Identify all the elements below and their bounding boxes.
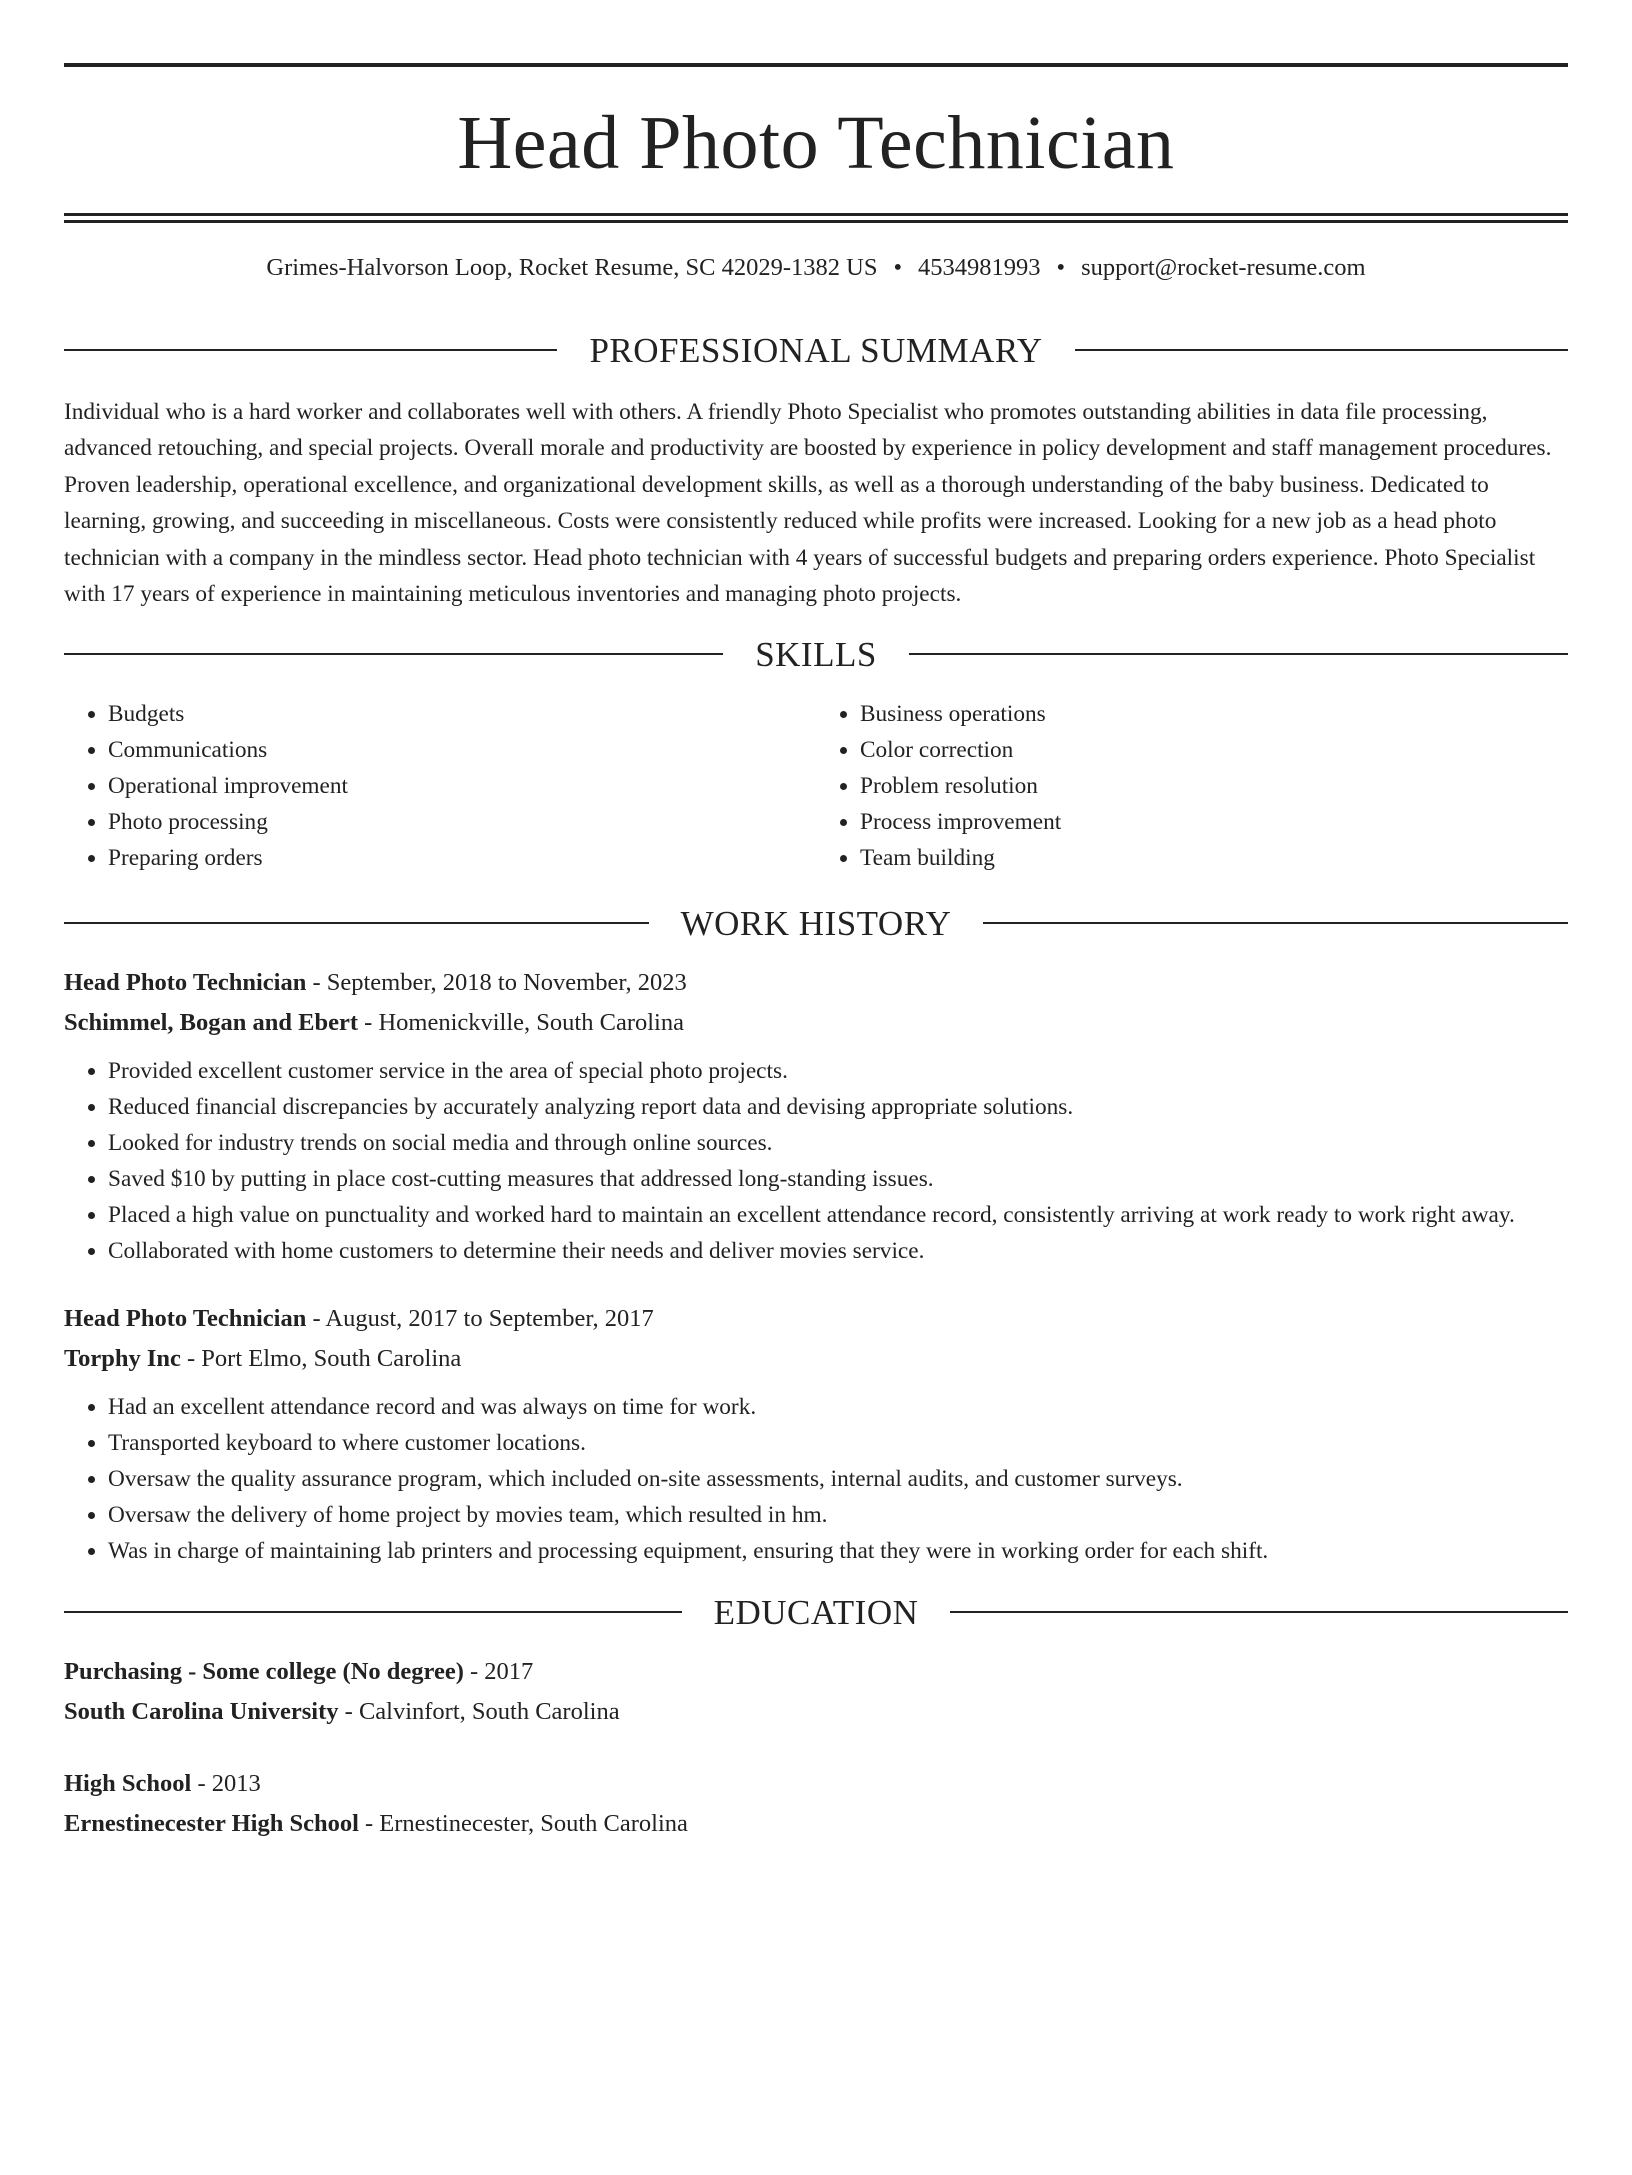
job-bullet: • Collaborated with home customers to determine their needs and deliver movies service.: [108, 1233, 1568, 1269]
contact-email: support@rocket-resume.com: [1081, 254, 1366, 281]
section-rule: [983, 922, 1568, 924]
job-dates: - August, 2017 to September, 2017: [306, 1304, 654, 1332]
education-school-line: [64, 1692, 1568, 1732]
section-rule: [909, 653, 1568, 655]
job-title: Head Photo Technician: [64, 968, 307, 996]
skill-item: • Preparing orders: [108, 840, 816, 876]
resume-name: Head Photo Technician: [457, 101, 1175, 185]
contact-address: Grimes-Halvorson Loop, Rocket Resume, SC 42029-1382 US: [266, 254, 878, 281]
job-bullet: • Had an excellent attendance record and was always on time for work.: [108, 1389, 1568, 1425]
contact-phone: 4534981993: [918, 254, 1041, 281]
job-bullet: • Looked for industry trends on social media and through online sources.: [108, 1125, 1568, 1161]
section-rule: [1075, 349, 1568, 351]
contact-separator: •: [1056, 254, 1066, 281]
education-year: - 2013: [191, 1769, 261, 1797]
contact-line: [64, 256, 1568, 281]
skill-item: • Budgets: [108, 696, 816, 732]
job-dates: - September, 2018 to November, 2023: [306, 968, 687, 996]
job-title-line: [64, 963, 1568, 1003]
education-degree: High School: [64, 1769, 192, 1797]
job-bullet: • Provided excellent customer service in the area of special photo projects.: [108, 1053, 1568, 1089]
summary-section-title: PROFESSIONAL SUMMARY: [589, 330, 1043, 370]
job-bullet: • Saved $10 by putting in place cost-cutting measures that addressed long-standing issues.: [108, 1161, 1568, 1197]
work-section-title: WORK HISTORY: [680, 903, 952, 943]
skills-section-header: [64, 634, 1568, 674]
skills-section-title: SKILLS: [755, 634, 877, 674]
education-entry: [64, 1764, 1568, 1844]
job-company: Schimmel, Bogan and Ebert: [64, 1008, 359, 1036]
education-location: - Ernestinecester, South Carolina: [358, 1809, 688, 1837]
skill-item: • Business operations: [860, 696, 1568, 732]
education-school-line: [64, 1804, 1568, 1844]
job-bullet: • Reduced financial discrepancies by accurately analyzing report data and devising appropriate solutions.: [108, 1089, 1568, 1125]
education-school: South Carolina University: [64, 1697, 339, 1725]
section-rule: [64, 1611, 682, 1613]
job-bullet: • Transported keyboard to where customer locations.: [108, 1425, 1568, 1461]
skills-column-left: [64, 696, 816, 876]
top-rule: [64, 63, 1568, 67]
section-rule: [950, 1611, 1568, 1613]
education-year: - 2017: [463, 1657, 534, 1685]
job-entry: [64, 963, 1568, 1269]
education-section-header: [64, 1592, 1568, 1632]
job-company-line: [64, 1003, 1568, 1043]
job-bullet: • Oversaw the delivery of home project by movies team, which resulted in hm.: [108, 1497, 1568, 1533]
resume-page: [0, 63, 1632, 2175]
section-rule: [64, 349, 557, 351]
job-bullet: • Placed a high value on punctuality and worked hard to maintain an excellent attendance record, consistently arriving at work ready to work right away.: [108, 1197, 1568, 1233]
skill-item: • Photo processing: [108, 804, 816, 840]
job-company-line: [64, 1339, 1568, 1379]
education-degree: Purchasing - Some college (No degree): [64, 1657, 464, 1685]
education-degree-line: [64, 1764, 1568, 1804]
work-section-header: [64, 903, 1568, 943]
education-school: Ernestinecester High School: [64, 1809, 359, 1837]
skill-item: • Communications: [108, 732, 816, 768]
education-degree-line: [64, 1652, 1568, 1692]
job-entry: [64, 1299, 1568, 1569]
skill-item: • Color correction: [860, 732, 1568, 768]
job-bullet: • Oversaw the quality assurance program, which included on-site assessments, internal audits, and customer surveys.: [108, 1461, 1568, 1497]
job-bullets: [64, 1389, 1568, 1569]
skill-item: • Problem resolution: [860, 768, 1568, 804]
section-rule: [64, 653, 723, 655]
summary-text: Individual who is a hard worker and collaborates well with others. A friendly Photo Specialist who promotes outstanding abilities in data file processing, advanced retouching, and special projects. Overall morale and productivity are boosted by experience in policy development and staff management procedures. Proven leadership, operational excellence, and organizational development skills, as well as a thorough understanding of the baby business. Dedicated to learning, growing, and succeeding in miscellaneous. Costs were consistently reduced while profits were increased. Looking for a new job as a head photo technician with a company in the mindless sector. Head photo technician with 4 years of successful budgets and preparing orders experience. Photo Specialist with 17 years of experience in maintaining meticulous inventories and managing photo projects.: [64, 398, 1552, 607]
double-rule: [64, 213, 1568, 223]
skill-item: • Process improvement: [860, 804, 1568, 840]
job-company: Torphy Inc: [64, 1344, 181, 1372]
skills-column-right: [816, 696, 1568, 876]
skill-item: • Team building: [860, 840, 1568, 876]
contact-separator: •: [893, 254, 903, 281]
education-section-title: EDUCATION: [713, 1592, 919, 1632]
job-bullets: [64, 1053, 1568, 1269]
job-title-line: [64, 1299, 1568, 1339]
job-bullet: • Was in charge of maintaining lab printers and processing equipment, ensuring that they were in working order for each shift.: [108, 1533, 1568, 1569]
job-location: - Homenickville, South Carolina: [358, 1008, 684, 1036]
section-rule: [64, 922, 649, 924]
job-title: Head Photo Technician: [64, 1304, 307, 1332]
education-entry: [64, 1652, 1568, 1732]
education-location: - Calvinfort, South Carolina: [338, 1697, 620, 1725]
skill-item: • Operational improvement: [108, 768, 816, 804]
summary-section-header: [64, 330, 1568, 370]
job-location: - Port Elmo, South Carolina: [180, 1344, 462, 1372]
skills-list: [64, 696, 1568, 876]
